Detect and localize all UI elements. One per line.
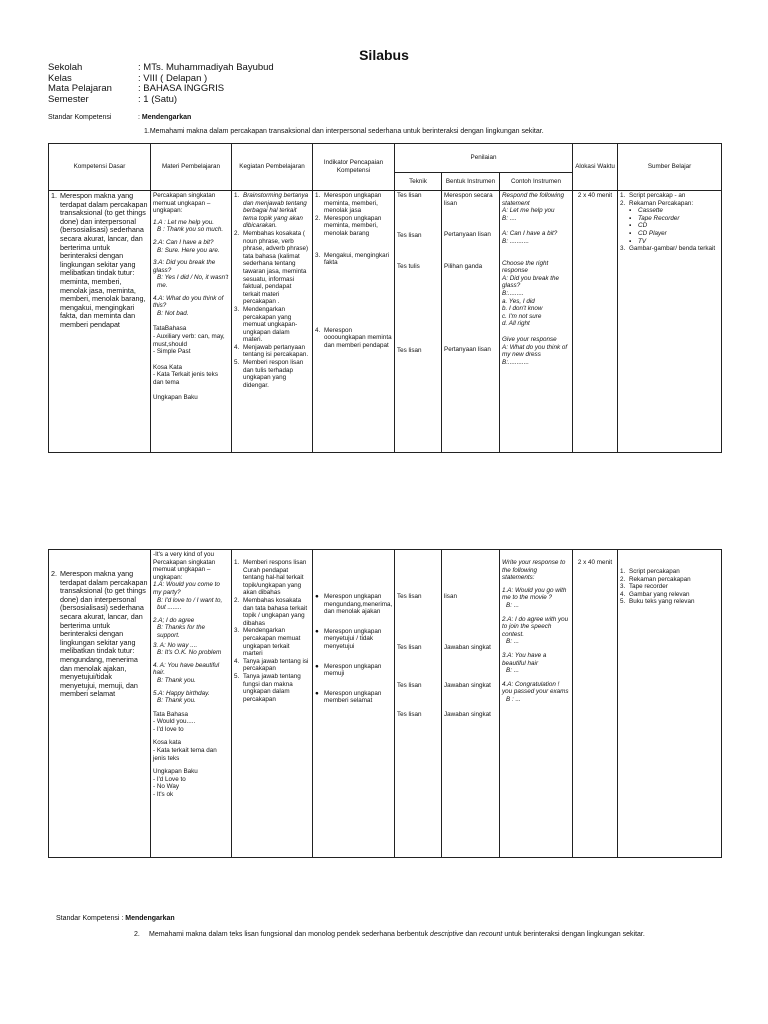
sumber-cell: 1. Script percakap - an 2. Rekaman Percakapan: ▪ Cassette ▪ Tape Recorder ▪ CD ▪ CD Player ▪ TV 3. Gambar-gambar/ benda terkait [618,191,722,453]
materi-line: 3.A: Did you break the glass? [153,259,216,274]
header-meta [48,63,274,105]
header-kegiatan: Kegiatan Pembelajaran [232,144,313,191]
teknik-item: Tes lisan [397,643,422,651]
materi-line: 4. A: You have beautiful hair. [153,661,220,677]
contoh-line: B : ... [506,695,521,703]
kd-text: Merespon makna yang terdapat dalam percakapan transaksional (to get things done) dan interpersonal (bersosialisasi) sederhana secara akurat, lancar, dan berterima untuk berinteraksi dengan lingkungan sekitar yang melibatkan tindak tutur: meminta, memberi, menolak jasa, meminta, memberi, menolak barang, mengakui, mengingkari fakta, dan meminta dan memberi pendapat [60,191,148,329]
materi-line: B: It's O.K. No problem [157,649,222,657]
meta-key: Sekolah [48,62,83,73]
contoh-line: B:......... [502,289,524,297]
materi-line: B: Thanks for the support. [157,624,205,639]
syllabus-table-2 [48,549,722,858]
contoh-line: A: What do you think of my new dress [502,343,568,359]
header-sumber: Sumber Belajar [618,144,722,191]
sumber-item: CD Player [638,229,667,237]
contoh-line: 1.A: Would you go with me to the movie ? [502,586,567,602]
materi-line: B: Thank you. [157,676,196,684]
kegiatan-item: Menjawab pertanyaan tentang isi percakapan. [243,343,309,359]
indikator-item: Merespon ungkapan meminta, memberi, menolak jasa [324,192,382,215]
teknik-item: Tes lisan [397,192,422,199]
sk-text-italic: recount [479,931,503,938]
materi-line: -It's a very kind of you [153,551,215,558]
materi-line: 5.A: Happy birthday. [153,689,210,697]
page-title: Silabus [359,47,409,63]
materi-line: Kosa kata [153,739,182,747]
kompetensi-cell [49,550,151,858]
meta-value: : MTs. Muhammadiyah Bayubud [138,62,274,73]
kegiatan-item: Membahas kosakata ( noun phrase, verb phrase, adverb phrase) tata bahasa (kalimat sederhana tentang tawaran jasa, meminta sesuatu, informasi faktual, pendapat terkait materi percakapan . [243,229,309,306]
materi-line: B: Not bad. [157,309,189,317]
kegiatan-item: Memberi respon lisan dan tulis terhadap ungkapan yang didengar. [243,359,304,389]
sumber-item: Gambar yang relevan [629,590,690,598]
header-contoh: Contoh Instrumen [500,173,573,191]
contoh-line: Respond the following statement [502,192,564,207]
contoh-line: b. I don't know [502,305,543,313]
materi-line: - Auxiliary verb: can, may, must,should [153,332,225,348]
sumber-item: Rekaman percakapan [629,575,691,583]
sk-text: Memahami makna dalam teks lisan fungsional dan monolog pendek sederhana berbentuk [149,931,429,938]
sumber-item: Script percakapan [629,568,680,575]
sk-value: Mendengarkan [125,915,175,922]
materi-line: B: Yes I did / No, it wasn't me. [157,274,229,289]
sk-text: dan [465,931,478,938]
indikator-item: Merespon ungkapan mengundang,menerima, dan menolak ajakan [324,593,393,616]
header-penilaian: Penilaian [395,144,573,173]
materi-line: B: I'd love to / I want to, but ........ [157,596,223,612]
header-alokasi: Alokasi Waktu [573,144,618,191]
header-bentuk: Bentuk Instrumen [442,173,500,191]
bentuk-item: lisan [444,593,457,600]
contoh-line: 3.A: You have a beautiful hair [502,651,547,667]
header-teknik: Teknik [395,173,442,191]
contoh-line: Choose the right response [502,259,549,275]
header-kompetensi: Kompetensi Dasar [49,144,151,191]
kegiatan-cell: 1. Memberi respons lisan Curah pendapat tentang hal-hal terkait topik/ungkapan yang akan dibahas 2. Membahas kosakata dan tata bahasa terkait topik / ungkapan yang dibahas 3. Mendengarkan percakapan memuat ungkapan terkait marteri 4. Tanya jawab tentang isi percakapan 5. Tanya jawab tentang fungsi dan makna ungkapan dalam percakapan [232,550,313,858]
materi-line: Tata Bahasa [153,710,189,718]
sk-item-2 [134,931,724,940]
standar-kompetensi-1: Standar Kompetensi : Mendengarkan [48,114,192,121]
indikator-item: Merespon ungkapan menyetujui / tidak menyetujui [324,627,382,650]
teknik-cell [395,550,442,858]
indikator-cell: 1. Merespon ungkapan meminta, memberi, menolak jasa 2. Merespon ungkapan meminta, memberi, menolak barang 3. Mengakui, mengingkari fakta 4. Merespon ooooungkapan meminta dan memberi pendapat [313,191,395,453]
materi-line: - I'd love to [153,725,184,733]
kegiatan-item: Tanya jawab tentang fungsi dan makna ungkapan dalam percakapan [243,672,301,703]
alokasi-cell: 2 x 40 menit [573,191,618,453]
contoh-line: Give your response [502,335,557,343]
indikator-item: Merespon ungkapan meminta, memberi, menolak barang [324,214,382,237]
materi-cell [151,550,232,858]
bentuk-item: Pilihan ganda [444,262,483,270]
contoh-cell [500,550,573,858]
teknik-item: Tes lisan [397,231,422,239]
kegiatan-item: Brainstorming bertanya dan menjawab tentang berbagai hal terkait tema topik yang akan dibicarakan. [243,192,309,230]
kegiatan-item: Membahas kosakata dan tata bahasa terkait topik / ungkapan yang dibahas [243,596,308,627]
sumber-item: TV [638,237,647,245]
materi-line: 4.A: What do you think of this? [153,294,224,310]
contoh-line: A: Can I have a bit? [502,230,558,238]
kd-text: Merespon makna yang terdapat dalam percakapan transaksional (to get things done) dan interpersonal (bersosialisasi) sederhana secara akurat, lancar, dan berterima untuk berinteraksi dengan lingkungan sekitar yang melibatkan tindak tutur: mengundang, menerima dan menolak ajakan, menyetujui/tidak menyetujui, memuji, dan memberi selamat [60,569,148,699]
contoh-line: a. Yes, I did [502,297,535,305]
materi-line: TataBahasa [153,325,187,333]
bentuk-item: Jawaban singkat [444,682,491,690]
materi-line: B: Sure. Here you are. [157,246,220,254]
meta-key: Semester [48,93,89,105]
kegiatan-item: Tanya jawab tentang isi percakapan [243,657,309,673]
contoh-line: B: ........... [502,237,529,245]
sumber-item: Tape recorder [629,583,668,591]
sk-text: untuk berinteraksi dengan lingkungan sekitar. [504,931,645,938]
contoh-line: Write your response to the following statements: [502,559,566,582]
materi-line: 1.A: Would you come to my party? [153,581,220,596]
contoh-line: B: ... [506,601,519,609]
sk-number: 2. [134,931,140,938]
meta-value: : VIII ( Delapan ) [138,72,208,84]
materi-line: - It's ok [153,791,174,799]
sumber-item: Script percakap - an [629,192,686,199]
materi-line: 1.A : Let me help you. [153,218,215,226]
sumber-item: Cassette [638,207,663,215]
contoh-line: B: ... [506,667,519,675]
contoh-line: A: Let me help you [502,207,555,215]
bentuk-cell [442,550,500,858]
meta-value: : BAHASA INGGRIS [138,83,225,94]
sk-label: Standar Kompetensi [56,915,120,922]
kd-number: 1. [51,191,57,200]
kd-number: 2. [51,569,57,578]
contoh-cell [500,191,573,453]
bentuk-item: Pertanyaan lisan [444,346,491,354]
materi-line: - I'd Love to [153,775,186,783]
indikator-item: Mengakui, mengingkari fakta [324,251,390,267]
contoh-line: B:............ [502,358,529,366]
indikator-item: Merespon ungkapan memberi selamat [324,689,382,705]
materi-line: 3. A: No way .... [153,641,198,649]
materi-cell [151,191,232,453]
materi-line: - Simple Past [153,348,191,356]
meta-value: : 1 (Satu) [138,93,178,105]
teknik-item: Tes lisan [397,682,422,690]
header-indikator: Indikator Pencapaian Kompetensi [313,144,395,191]
materi-line: Ungkapan Baku [153,768,198,776]
kegiatan-cell: 1. Brainstorming bertanya dan menjawab tentang berbagai hal terkait tema topik yang akan dibicarakan. 2. Membahas kosakata ( noun phrase, verb phrase, adverb phrase) tata bahasa (kalimat sederhana tentang tawaran jasa, meminta sesuatu, informasi faktual, pendapat terkait materi percakapan . 3. Mendengarkan percakapan yang memuat ungkapan-ungkapan dalam materi. 4. Menjawab pertanyaan tentang isi percakapan. 5. Memberi respon lisan dan tulis terhadap ungkapan yang didengar. [232,191,313,453]
alokasi-cell: 2 x 40 menit [573,550,618,858]
materi-line: - Kata Terkait jenis teks dan tema [153,371,218,386]
kompetensi-cell [49,191,151,453]
sk-text-italic: descriptive [429,931,464,938]
bentuk-item: Merespon secara lisan [444,192,493,207]
materi-line: - Would you..... [153,718,196,726]
materi-line: - Kata terkait tema dan jenis teks [153,747,217,762]
bentuk-item: Pertanyaan lisan [444,231,491,239]
sumber-item: Buku teks yang relevan [629,598,695,606]
materi-line: Ungkapan Baku [153,394,198,402]
kegiatan-item: Memberi respons lisan Curah pendapat tentang hal-hal terkait topik/ungkapan yang akan dibahas [243,559,307,597]
header-materi: Materi Pembelajaran [151,144,232,191]
teknik-item: Tes tulis [397,263,420,271]
materi-line: Percakapan singkatan memuat ungkapan –ungkapan: [153,192,216,215]
bentuk-item: Jawaban singkat [444,643,491,651]
materi-line: B: Thank you. [157,697,196,705]
sumber-item: Rekaman Percakapan: [629,199,694,207]
materi-line: Percakapan singkatan memuat ungkapan –ungkapan: [153,558,216,581]
sumber-cell: 1. Script percakapan 2. Rekaman percakapan 3. Tape recorder 4. Gambar yang relevan 5. Buku teks yang relevan [618,550,722,858]
contoh-line: 2.A: I do agree with you to join the speech contest. [502,615,569,638]
meta-key: Kelas [48,72,72,84]
materi-line: Kosa Kata [153,363,183,371]
kegiatan-item: Mendengarkan percakapan memuat ungkapan terkait marteri [243,627,301,658]
teknik-item: Tes lisan [397,593,422,600]
sk-label: Standar Kompetensi [48,114,112,121]
sk-value: Mendengarkan [141,114,192,121]
contoh-line: A: Did you break the glass? [502,274,560,290]
materi-line: B : Thank you so much. [157,226,224,234]
syllabus-table-1 [48,143,722,453]
meta-key: Mata Pelajaran [48,83,112,94]
sumber-item: CD [638,222,648,230]
sumber-item: Gambar-gambar/ benda terkait [629,245,716,253]
bentuk-item: Jawaban singkat [444,710,491,718]
contoh-line: c. I'm not sure [502,312,542,320]
sumber-item: Tape Recorder [638,214,680,222]
indikator-cell: ● Merespon ungkapan mengundang,menerima, dan menolak ajakan ● Merespon ungkapan menyetujui / tidak menyetujui ● Merespon ungkapan memuji ● Merespon ungkapan memberi selamat [313,550,395,858]
kegiatan-item: Mendengarkan percakapan yang memuat ungkapan-ungkapan dalam materi. [243,305,298,344]
contoh-line: 4.A: Congratulation ! you passed your exams [502,680,569,696]
indikator-item: Merespon ungkapan memuji [324,662,382,678]
contoh-line: d. All right [502,320,530,328]
teknik-item: Tes lisan [397,346,422,354]
sk-item-1: 1.Memahami makna dalam percakapan transaksional dan interpersonal sederhana untuk berinteraksi dengan lingkungan sekitar. [144,128,544,135]
materi-line: - No Way [153,783,180,791]
contoh-line: B: ... [506,638,519,646]
standar-kompetensi-2: Standar Kompetensi : Mendengarkan [56,915,175,922]
bentuk-cell [442,191,500,453]
teknik-cell [395,191,442,453]
contoh-line: B: .... [502,214,517,222]
teknik-item: Tes lisan [397,710,422,718]
materi-line: 2.A; I do agree [153,616,195,624]
materi-line: 2.A: Can I have a bit? [153,238,214,246]
indikator-item: Merespon ooooungkapan meminta dan memberi pendapat [324,326,392,349]
